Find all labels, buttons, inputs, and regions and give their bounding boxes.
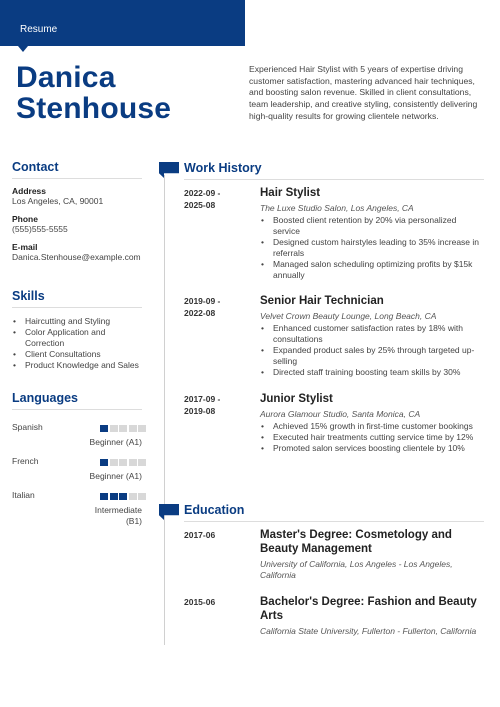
language-name: Italian	[12, 490, 35, 500]
skills-heading: Skills	[12, 289, 142, 308]
language-level: Beginner (A1)	[89, 471, 142, 481]
job-employer: Velvet Crown Beauty Lounge, Long Beach, CA	[260, 311, 437, 321]
job-employer: Aurora Glamour Studio, Santa Monica, CA	[260, 409, 421, 419]
education-date: 2015-06	[184, 597, 216, 607]
job-bullet: • Promoted salon services boosting clientele by 10%	[260, 443, 485, 454]
rating-square	[100, 459, 108, 466]
job-employer: The Luxe Studio Salon, Los Angeles, CA	[260, 203, 414, 213]
job-title: Junior Stylist	[260, 393, 333, 405]
rating-square	[129, 425, 137, 432]
language-rating	[100, 425, 146, 432]
language-level: Beginner (A1)	[89, 437, 142, 447]
job-bullets	[260, 421, 485, 454]
first-name: Danica	[16, 61, 116, 94]
education-heading: Education	[184, 503, 484, 522]
language-row	[12, 490, 142, 530]
rating-square	[119, 425, 127, 432]
job-dates: 2022-09 - 2025-08	[184, 188, 221, 210]
phone-value: (555)555-5555	[12, 224, 68, 234]
language-name: French	[12, 456, 39, 466]
skills-list	[12, 316, 142, 371]
language-rating	[100, 459, 146, 466]
rating-square	[119, 493, 127, 500]
rating-square	[110, 459, 118, 466]
skill-item: • Client Consultations	[12, 349, 142, 360]
professional-summary: Experienced Hair Stylist with 5 years of expertise driving customer satisfaction, mastering advanced hair techniques, and boosting salon revenue. Skilled in client consultations, team leadership, and creative styling, consistently delivering high-quality results for growing clientele networks.	[249, 64, 478, 121]
rating-square	[138, 459, 146, 466]
email-label: E-mail	[12, 242, 38, 252]
education-date: 2017-06	[184, 530, 216, 540]
job-title: Hair Stylist	[260, 187, 321, 199]
job-bullet: • Managed salon scheduling optimizing profits by $15k annually	[260, 259, 485, 281]
job-bullet: • Expanded product sales by 25% through targeted up-selling	[260, 345, 485, 367]
language-rating	[100, 493, 146, 500]
rating-square	[138, 425, 146, 432]
left-column	[12, 160, 142, 530]
section-marker-icon	[159, 162, 179, 178]
rating-square	[110, 493, 118, 500]
degree-title: Master's Degree: Cosmetology and Beauty Management	[260, 529, 452, 555]
language-name: Spanish	[12, 422, 43, 432]
language-row	[12, 456, 142, 490]
address-label: Address	[12, 186, 47, 196]
job-bullet: • Achieved 15% growth in first-time customer bookings	[260, 421, 485, 432]
address-value: Los Angeles, CA, 90001	[12, 196, 104, 206]
job-dates: 2019-09 - 2022-08	[184, 296, 221, 318]
phone-label: Phone	[12, 214, 38, 224]
rating-square	[129, 459, 137, 466]
degree-title: Bachelor's Degree: Fashion and Beauty Arts	[260, 596, 477, 622]
job-bullet: • Boosted client retention by 20% via personalized service	[260, 215, 485, 237]
skill-item: • Haircutting and Styling	[12, 316, 142, 327]
rating-square	[110, 425, 118, 432]
resume-tag	[0, 0, 245, 46]
section-marker-icon	[159, 504, 179, 520]
candidate-name	[16, 62, 236, 124]
skill-item: • Product Knowledge and Sales	[12, 360, 142, 371]
job-bullets	[260, 215, 485, 281]
rating-square	[129, 493, 137, 500]
institution: California State University, Fullerton - Fullerton, California	[260, 626, 477, 636]
tag-pointer-icon	[18, 46, 28, 52]
institution: University of California, Los Angeles - Los Angeles, California	[260, 559, 453, 580]
language-level: Intermediate (B1)	[94, 505, 142, 526]
skill-item: • Color Application and Correction	[12, 327, 142, 349]
job-bullet: • Enhanced customer satisfaction rates by 18% with consultations	[260, 323, 485, 345]
timeline-divider	[164, 175, 165, 645]
job-dates: 2017-09 - 2019-08	[184, 394, 221, 416]
languages-heading: Languages	[12, 391, 142, 410]
rating-square	[100, 425, 108, 432]
last-name: Stenhouse	[16, 92, 172, 125]
rating-square	[138, 493, 146, 500]
language-row	[12, 422, 142, 456]
work-history-heading: Work History	[184, 161, 484, 180]
email-value: Danica.Stenhouse@example.com	[12, 252, 141, 262]
contact-heading: Contact	[12, 160, 142, 179]
rating-square	[100, 493, 108, 500]
job-bullet: • Executed hair treatments cutting service time by 12%	[260, 432, 485, 443]
rating-square	[119, 459, 127, 466]
job-bullet: • Designed custom hairstyles leading to 35% increase in referrals	[260, 237, 485, 259]
job-bullets	[260, 323, 485, 378]
job-title: Senior Hair Technician	[260, 295, 384, 307]
resume-tag-label: Resume	[20, 24, 58, 35]
job-bullet: • Directed staff training boosting team skills by 30%	[260, 367, 485, 378]
